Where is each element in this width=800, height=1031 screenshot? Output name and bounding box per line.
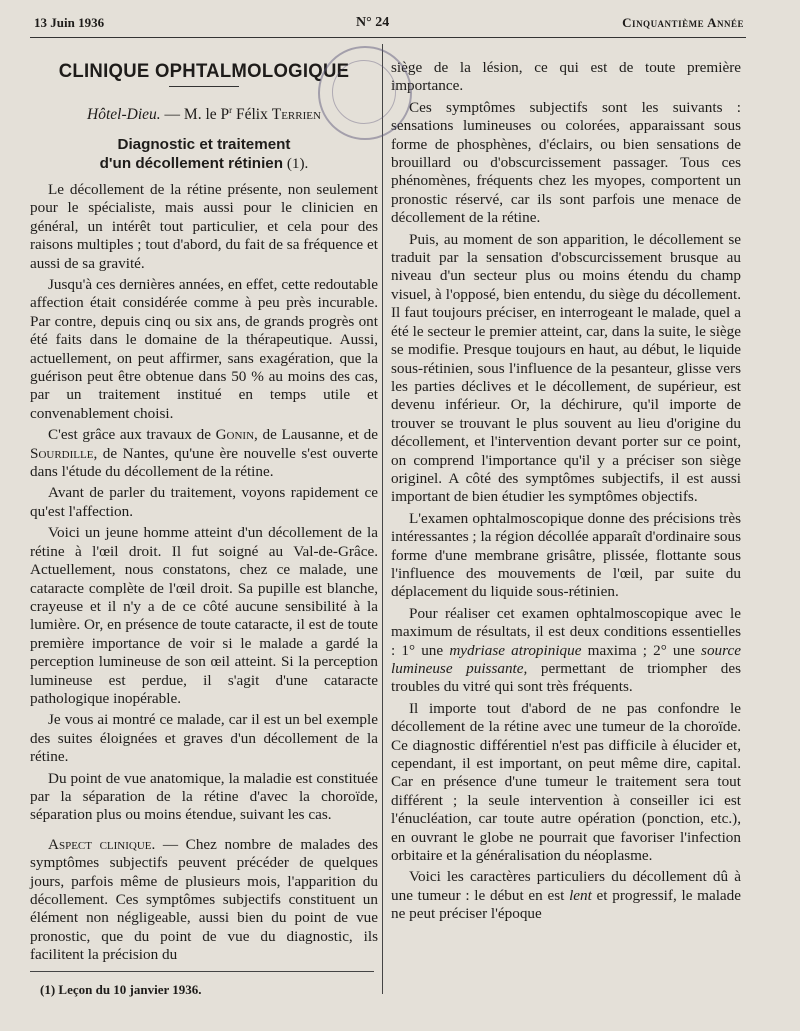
author-gonin: Gonin	[215, 426, 255, 444]
lesson-title-line-1: Diagnostic et traitement	[117, 135, 291, 153]
lecture-speaker-prefix: — M. le P	[160, 106, 230, 124]
lecture-speaker-last: Terrien	[271, 106, 321, 124]
subsection-heading: Aspect clinique.	[48, 835, 156, 853]
left-p3-b: , de Lausanne, et de	[254, 426, 378, 444]
subsection-gap	[30, 828, 378, 836]
right-paragraph-0: siège de la lésion, ce qui est de toute première importance.	[391, 59, 741, 95]
right-p4-b: maxima ; 2° une	[581, 641, 702, 659]
running-head	[34, 15, 744, 35]
left-p3-c: , de Nantes, qu'une ère nouvelle s'est ouverte dans l'étude du décollement de la rétine.	[30, 444, 378, 481]
right-paragraph-2: Puis, au moment de son apparition, le décollement se traduit par la sensation d'obscurcissement brusque au niveau d'un secteur plus ou moins étendu du champ visuel, à l'opposé, bien entendu, du siège du décollement. Il faut toujours préciser, en interrogeant le malade, quel a été le secteur le premier atteint, car, dans la suite, le siège se modifie. Presque toujours en haut, au début, le liquide sous-rétinien, sous l'influence de la pesanteur, glisse vers les parties déclives et le décollement, de supérieur, est devenu inférieur. Or, la déchirure, qu'il importe de trouver se trouvant le plus souvent au lieu d'origine du décollement, et l'intervention devant porter sur ce point, on comprend l'importance qu'il y a préciser son siège originel. A côté des symptômes subjectifs, il est aussi important de bien étudier les symptômes objectifs.	[391, 230, 741, 506]
right-paragraph-3: L'examen ophtalmoscopique donne des précisions très intéressantes ; la région décollée apparaît d'ordinaire sous forme d'une membrane grisâtre, plissée, flottante sous l'influence des mouvements de l'œil, par suite du déplacement du liquide sous-rétinien.	[391, 509, 741, 601]
left-paragraph-2: Jusqu'à ces dernières années, en effet, cette redoutable affection était considérée comme à peu près incurable. Par contre, depuis cinq ou six ans, de grands progrès ont été faits dans le domaine de la thérapeutique. Aussi, actuellement, on peut affirmer, sans exagération, que la guérison peut être obtenue dans 50 % au moins des cas, par un traitement institué en temps utile et convenablement choisi.	[30, 276, 378, 422]
header-rule	[30, 37, 746, 38]
lesson-footnote-ref: (1).	[283, 154, 309, 172]
term-mydriase: mydriase atropinique	[449, 641, 582, 659]
left-paragraph-4: Avant de parler du traitement, voyons rapidement ce qu'est l'affection.	[30, 484, 378, 520]
issue-date: 13 Juin 1936	[34, 15, 105, 30]
section-title: CLINIQUE OPHTALMOLOGIQUE	[58, 60, 350, 82]
right-p4-a: Pour réaliser cet examen ophtalmoscopique avec le maximum de résultats, il est deux conditions essentielles : 1° une	[391, 604, 741, 659]
left-paragraph-8	[30, 836, 378, 965]
issue-year: Cinquantième Année	[622, 15, 744, 30]
left-p8-body: — Chez nombre de malades des symptômes subjectifs peuvent précéder de quelques jours, parfois même de plusieurs mois, l'apparition du décollement. Ces symptômes subjectifs constituent un élément non négligeable, aussi bien du point de vue pronostic, que du point de vue du diagnostic, ils facilitent la précision du	[30, 835, 378, 964]
column-divider	[382, 44, 383, 994]
left-paragraph-5: Voici un jeune homme atteint d'un décollement de la rétine à l'œil droit. Il fut soigné au Val-de-Grâce. Actuellement, nous constatons, chez ce malade, une cataracte complète de l'œil droit. Sa pupille est blanche, crayeuse et il n'y a de ce côté aucune sensibilité à la lumière. Or, en présence de toute cataracte, il est de toute première importance de voir si le malade a gardé la perception lumineuse de son œil atteint. Si la perception lumineuse est perdue, il s'agit d'une cataracte pathologique inopérable.	[30, 524, 378, 707]
right-p6-b: et progressif, le malade ne peut préciser l'époque	[391, 886, 741, 923]
term-source-lumineuse: source lumineuse puissante,	[391, 641, 741, 677]
right-paragraph-4	[391, 605, 741, 697]
left-paragraph-6: Je vous ai montré ce malade, car il est un bel exemple des suites éloignées et graves d'un décollement de la rétine.	[30, 711, 378, 766]
right-paragraph-1: Ces symptômes subjectifs sont les suivants : sensations lumineuses ou colorées, apparaissant sous forme de phosphènes, d'éclairs, ou bien sensations de brouillard ou d'obscurcissement passager. Tous ces phénomènes, fréquents chez les myopes, comportent un pronostic réservé, car ils sont parfois une menace de décollement de la rétine.	[391, 98, 741, 227]
right-column	[391, 59, 741, 927]
footnote: (1) Leçon du 10 janvier 1936.	[40, 982, 202, 997]
right-p4-c: permettant de triompher des troubles du vitré qui sont très fréquents.	[391, 660, 741, 696]
lesson-title	[30, 135, 378, 173]
lecture-place: Hôtel-Dieu.	[87, 106, 161, 124]
left-p3-a: C'est grâce aux travaux de	[48, 426, 216, 444]
term-lent: lent	[569, 886, 592, 904]
left-paragraph-3	[30, 426, 378, 481]
right-paragraph-5: Il importe tout d'abord de ne pas confondre le décollement de la rétine avec une tumeur de la choroïde. Ce diagnostic différentiel n'est pas difficile à élucider et, cependant, il est important, on peut même dire, capital. Car en présence d'une tumeur le traitement sera tout différent ; la seule intervention à conseiller ici est l'énucléation, car toute autre opération (ponction, etc.), en ouvrant le globe ne pourrait que favoriser l'infection orbitaire et la généralisation du néoplasme.	[391, 699, 741, 865]
lesson-title-line-2	[30, 154, 378, 173]
right-paragraph-6	[391, 868, 741, 923]
library-stamp-inner-ring	[332, 60, 396, 124]
lecture-speaker-sup: r	[229, 105, 233, 116]
lesson-title-line-2-text: d'un décollement rétinien	[99, 154, 284, 172]
lecture-speaker-first: Félix	[232, 106, 272, 124]
issue-number: N° 24	[356, 15, 390, 30]
left-paragraph-7: Du point de vue anatomique, la maladie est constituée par la séparation de la rétine d'avec la choroïde, séparation plus ou moins étendue, suivant les cas.	[30, 769, 378, 824]
library-stamp	[318, 46, 412, 140]
left-column	[30, 50, 378, 968]
footnote-rule	[30, 971, 374, 972]
author-sourdille: Sourdille	[30, 444, 94, 462]
left-paragraph-1: Le décollement de la rétine présente, non seulement pour le spécialiste, mais aussi pour le clinicien en général, un intérêt tout particulier, et cela pour des raisons multiples ; tout d'abord, du fait de sa fréquence et aussi de sa gravité.	[30, 180, 378, 272]
right-p6-a: Voici les caractères particuliers du décollement dû à une tumeur : le début en est	[391, 868, 741, 904]
section-title-rule	[169, 86, 239, 87]
